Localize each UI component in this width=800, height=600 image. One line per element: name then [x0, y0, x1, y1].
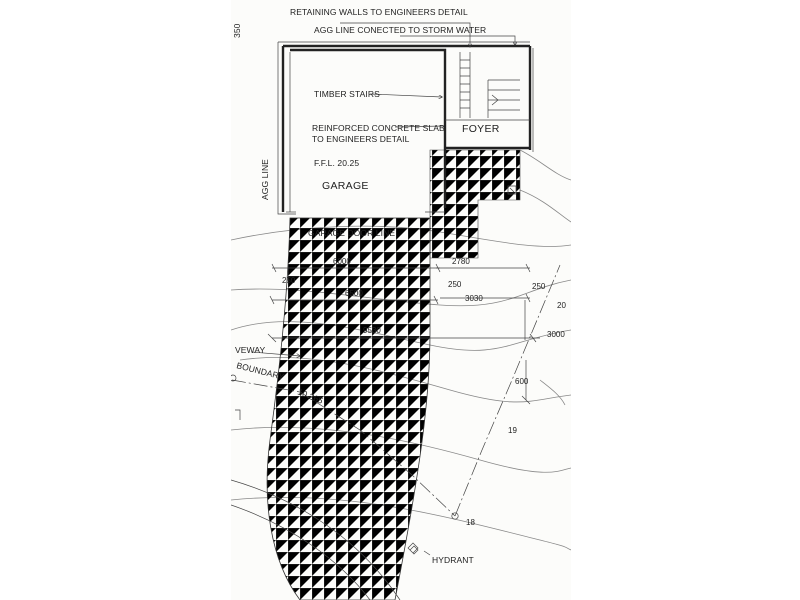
timber-stairs-label: TIMBER STAIRS: [314, 89, 380, 99]
dim-6000: 6000: [333, 257, 351, 266]
timber-stairs: [445, 52, 530, 120]
boundary-length-label: 10.265: [296, 386, 325, 406]
contour-18-label: 18: [466, 518, 475, 527]
garage-label: GARAGE: [322, 180, 369, 192]
retaining-walls-label: RETAINING WALLS TO ENGINEERS DETAIL: [290, 7, 468, 17]
dim-250-right: 250: [532, 282, 546, 291]
slab-label-line2: TO ENGINEERS DETAIL: [312, 134, 410, 144]
hydrant-label: HYDRANT: [432, 555, 474, 565]
dim-9530: 9530: [363, 326, 381, 335]
ffl-label: F.F.L. 20.25: [314, 158, 360, 168]
garage-door-line-label: GARAGE DOOR LINE: [308, 228, 396, 238]
entry-path-paving: [430, 150, 520, 258]
foyer-label: FOYER: [462, 123, 500, 135]
dim-3000: 3000: [547, 330, 565, 339]
dim-3030: 3030: [465, 294, 483, 303]
dim-2780: 2780: [452, 257, 470, 266]
contour-19-label: 19: [508, 426, 517, 435]
boundary-label: BOUNDARY: [235, 360, 286, 382]
dim-6500: 6500: [345, 289, 363, 298]
driveway-label: VEWAY: [235, 345, 266, 355]
dim-250-mid: 250: [448, 280, 462, 289]
slab-label-line1: REINFORCED CONCRETE SLAB: [312, 123, 445, 133]
contour-20-label: 20: [557, 301, 566, 310]
dim-600: 600: [515, 377, 529, 386]
agg-line-label: AGG LINE: [260, 159, 270, 200]
hydrant-icon: [408, 543, 418, 554]
dim-250-left: 250: [282, 276, 296, 285]
agg-line-storm-label: AGG LINE CONECTED TO STORM WATER: [314, 25, 487, 35]
edge-number-label: 350: [232, 23, 242, 38]
